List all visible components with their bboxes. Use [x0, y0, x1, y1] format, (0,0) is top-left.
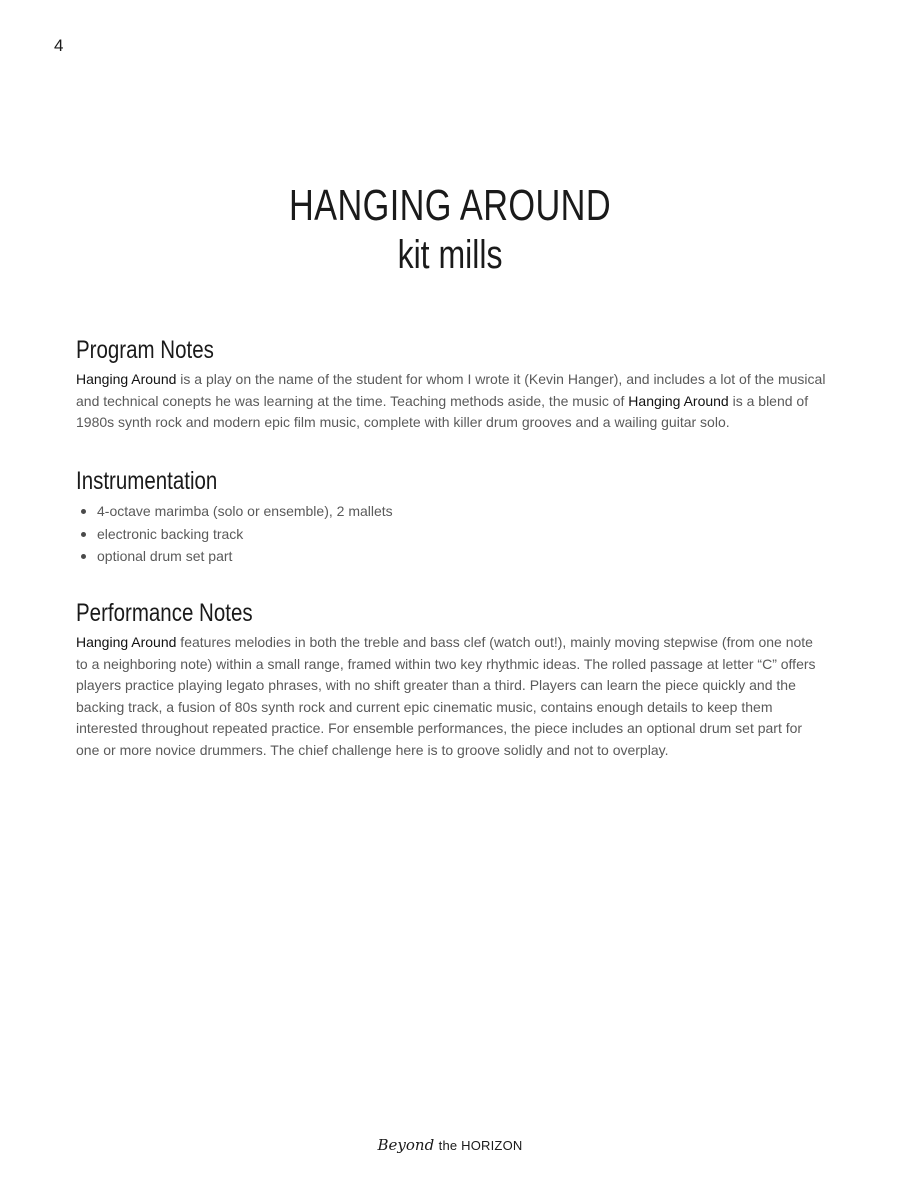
footer-script-word: Beyond: [377, 1136, 435, 1154]
program-notes-section: [76, 336, 826, 434]
program-notes-heading: Program Notes: [76, 336, 214, 364]
program-notes-text-part: is a play on the name of the student for whom I wrote it (Kevin Hanger), and includes a lot of the musical and technical conepts he was learning at the time. Teaching methods aside, the music of: [76, 371, 826, 409]
instrument-list: [76, 500, 826, 568]
performance-notes-text-part: features melodies in both the treble and bass clef (watch out!), mainly moving stepwise (from one note to a neighboring note) within a small range, framed within two key rhythmic ideas. The rolled passage at letter “C” offers players practice playing legato phrases, with no shift greater than a third. Players can learn the piece quickly and the backing track, a fusion of 80s synth rock and current epic cinematic music, contains enough details to keep them interested throughout repeated practice. For ensemble performances, the piece includes an optional drum set part for one or more novice drummers. The chief challenge here is to groove solidly and not to overplay.: [76, 634, 816, 758]
piece-title: HANGING AROUND: [288, 181, 611, 230]
program-notes-text: [76, 369, 826, 434]
composer-name: kit mills: [397, 233, 503, 277]
performance-notes-text: [76, 632, 826, 762]
work-title: Hanging Around: [76, 634, 177, 650]
list-item: electronic backing track: [78, 523, 826, 546]
work-title: Hanging Around: [628, 392, 729, 409]
footer-logo: [0, 1136, 900, 1155]
title-block: [0, 180, 900, 278]
performance-notes-section: [76, 599, 826, 762]
list-item: optional drum set part: [78, 545, 826, 568]
program-notes-text-part: is a blend of 1980s synth rock and modern epic film music, complete with killer drum grooves and a wailing guitar solo.: [76, 392, 809, 431]
performance-notes-heading: Performance Notes: [76, 599, 253, 627]
footer-caps-text: the HORIZON: [438, 1138, 523, 1153]
instrumentation-heading: Instrumentation: [76, 467, 218, 495]
list-item: 4-octave marimba (solo or ensemble), 2 mallets: [78, 500, 826, 523]
instrumentation-section: [76, 467, 826, 568]
page-number: 4: [54, 36, 64, 55]
work-title: Hanging Around: [76, 371, 177, 387]
